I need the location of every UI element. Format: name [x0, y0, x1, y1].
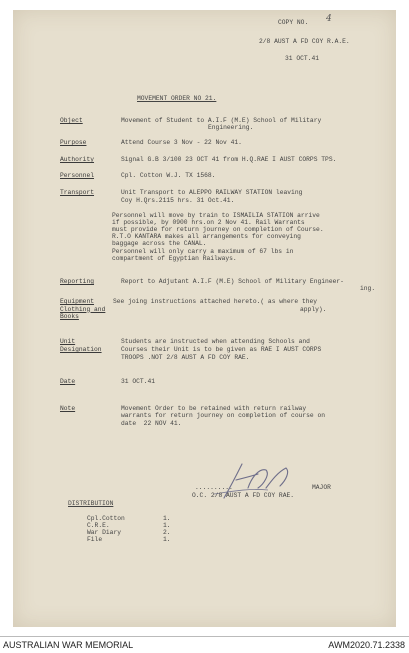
label-note: Note	[60, 405, 76, 412]
designation-line-1: Students are instructed when attending Schools and	[121, 338, 310, 345]
designation-line-2: Courses their Unit is to be given as RAE I AUST CORPS	[121, 346, 322, 353]
object-line-2: Engineering.	[208, 124, 254, 131]
transport-line-7: R.T.O KANTARA makes all arrangements for conveying	[112, 233, 301, 240]
transport-line-10: compartment of Egyptian Railways.	[112, 255, 237, 262]
distribution-row-qty: 2.	[163, 529, 171, 536]
signature-block: O.C. 2/8 AUST A FD COY RAE.	[192, 492, 295, 499]
distribution-row-name: C.R.E.	[87, 522, 110, 529]
label-authority: Authority	[60, 156, 95, 163]
transport-line-9: Personnel will only carry a maximum of 67 lbs in	[112, 248, 294, 255]
object-line-1: Movement of Student to A.I.F (M.E) School of Military	[121, 117, 322, 124]
signature-rank: MAJOR	[312, 484, 331, 491]
equipment-line-1: See joing instructions attached hereto.( as where they	[113, 298, 318, 305]
distribution-row-name: File	[87, 536, 103, 543]
label-equipment: Equipment Clothing and Books	[60, 298, 106, 320]
transport-line-5: if possible, by 0900 hrs.on 2 Nov 41. Rail Warrants	[112, 219, 305, 226]
distribution-row-qty: 1.	[163, 536, 171, 543]
transport-line-8: baggage across the CANAL.	[112, 240, 207, 247]
note-line-1: Movement Order to be retained with return railway	[121, 405, 307, 412]
footer	[0, 636, 409, 653]
footer-reference: AWM2020.71.2338	[328, 640, 405, 650]
label-unit-designation: Unit Designation	[60, 338, 102, 353]
transport-line-2: Coy H.Qrs.2115 hrs. 31 Oct.41.	[121, 197, 235, 204]
copy-number: 4	[326, 14, 332, 24]
authority-line-1: Signal G.B 3/100 23 OCT 41 from H.Q.RAE I AUST CORPS TPS.	[121, 156, 337, 163]
header-date: 31 OCT.41	[285, 55, 320, 62]
page-title: MOVEMENT ORDER NO 21.	[137, 95, 217, 102]
label-purpose: Purpose	[60, 139, 87, 146]
equipment-line-2: apply).	[300, 306, 327, 313]
unit-name: 2/8 AUST A FD COY R.A.E.	[259, 38, 350, 45]
label-reporting: Reporting	[60, 278, 95, 285]
reporting-line-1: Report to Adjutant A.I.F (M.E) School of Military Engineer-	[121, 278, 344, 285]
signature-dots: ..........	[195, 484, 233, 491]
label-transport: Transport	[60, 189, 95, 196]
purpose-line-1: Attend Course 3 Nov - 22 Nov 41.	[121, 139, 242, 146]
reporting-line-2: ing.	[360, 285, 376, 292]
transport-line-6: must provide for return journey on completion of Course.	[112, 226, 324, 233]
date-line-1: 31 OCT.41	[121, 378, 156, 385]
label-date: Date	[60, 378, 76, 385]
distribution-row-qty: 1.	[163, 515, 171, 522]
personnel-line-1: Cpl. Cotton W.J. TX 1568.	[121, 172, 216, 179]
distribution-row-qty: 1.	[163, 522, 171, 529]
distribution-row-name: Cpl.Cotton	[87, 515, 125, 522]
transport-line-1: Unit Transport to ALEPPO RAILWAY STATION leaving	[121, 189, 303, 196]
footer-source: AUSTRALIAN WAR MEMORIAL	[3, 640, 134, 650]
label-object: Object	[60, 117, 83, 124]
copy-label: COPY NO.	[278, 19, 309, 26]
note-line-2: warrants for return journey on completion of course on	[121, 412, 326, 419]
distribution-row-name: War Diary	[87, 529, 122, 536]
note-line-3: date 22 NOV 41.	[121, 420, 182, 427]
distribution-heading: DISTRIBUTION	[68, 500, 114, 507]
transport-line-4: Personnel will move by train to ISMAILIA STATION arrive	[112, 212, 320, 219]
designation-line-3: TROOPS .NOT 2/8 AUST A FD COY RAE.	[121, 354, 250, 361]
label-personnel: Personnel	[60, 172, 95, 179]
